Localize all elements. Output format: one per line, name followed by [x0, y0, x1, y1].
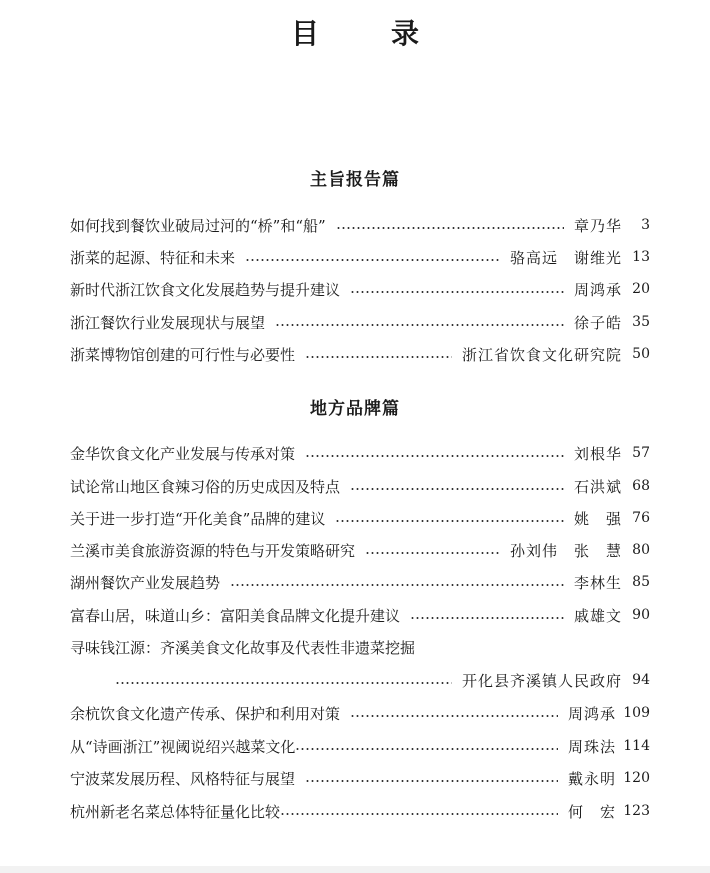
entry-page: 109: [623, 705, 650, 721]
toc-entry[interactable]: [70, 701, 650, 725]
toc-entry[interactable]: [70, 570, 650, 594]
entry-title: 浙菜博物馆创建的可行性与必要性: [70, 345, 296, 364]
entry-title: 兰溪市美食旅游资源的特色与开发策略研究: [70, 541, 356, 560]
entry-title: 金华饮食文化产业发展与传承对策: [70, 444, 296, 463]
entry-title: 如何找到餐饮业破局过河的“桥”和“船”: [70, 216, 326, 235]
entry-title: 余杭饮食文化遗产传承、保护和利用对策: [70, 704, 341, 723]
entry-page: 20: [632, 281, 650, 297]
entry-author: 戚雄文: [573, 606, 622, 625]
dot-leader: [115, 682, 452, 684]
dot-leader: [305, 356, 452, 358]
entry-page: 35: [632, 314, 650, 330]
dot-leader: [365, 552, 500, 554]
dot-leader: [350, 488, 564, 490]
dot-leader: [350, 291, 564, 293]
dot-leader: [305, 455, 564, 457]
toc-entry-continuation[interactable]: [115, 668, 650, 692]
entry-title: 新时代浙江饮食文化发展趋势与提升建议: [70, 280, 341, 299]
entry-page: 3: [641, 217, 650, 233]
entry-author: 李林生: [573, 573, 622, 592]
dot-leader: [245, 259, 500, 261]
entry-author: 骆高远 谢维光: [509, 248, 622, 267]
dot-leader: [295, 748, 558, 750]
entry-title: 富春山居，味道山乡：富阳美食品牌文化提升建议: [70, 606, 401, 625]
toc-entry-title-line[interactable]: [70, 635, 650, 659]
toc-entry[interactable]: [70, 538, 650, 562]
page-bottom-edge: [0, 866, 710, 873]
entry-author: 周鸿承: [573, 280, 622, 299]
entry-author: 刘根华: [573, 444, 622, 463]
dot-leader: [275, 324, 564, 326]
entry-author: 周珠法: [567, 737, 616, 756]
page-title: 目 录: [290, 17, 441, 50]
section-heading-keynote: 主旨报告篇: [310, 170, 400, 190]
dot-leader: [335, 520, 564, 522]
toc-entry[interactable]: [70, 506, 650, 530]
entry-title: 从“诗画浙江”视阈说绍兴越菜文化: [70, 737, 296, 756]
entry-title: 宁波菜发展历程、风格特征与展望: [70, 769, 296, 788]
entry-page: 123: [623, 803, 650, 819]
entry-author: 何 宏: [567, 802, 616, 821]
entry-title: 浙菜的起源、特征和未来: [70, 248, 236, 267]
entry-author: 章乃华: [573, 216, 622, 235]
entry-title: 浙江餐饮行业发展现状与展望: [70, 313, 266, 332]
dot-leader: [336, 227, 564, 229]
entry-author: 徐子皓: [573, 313, 622, 332]
entry-author: 姚 强: [573, 509, 622, 528]
entry-page: 114: [623, 738, 650, 754]
entry-page: 13: [632, 249, 650, 265]
toc-entry[interactable]: [70, 766, 650, 790]
entry-page: 85: [632, 574, 650, 590]
toc-entry[interactable]: [70, 799, 650, 823]
entry-page: 76: [632, 510, 650, 526]
entry-page: 120: [623, 770, 650, 786]
entry-author: 孙刘伟 张 慧: [509, 541, 622, 560]
toc-entry[interactable]: [70, 474, 650, 498]
entry-page: 50: [632, 346, 650, 362]
dot-leader: [230, 584, 564, 586]
toc-entry[interactable]: [70, 603, 650, 627]
entry-title: 关于进一步打造“开化美食”品牌的建议: [70, 509, 326, 528]
entry-page: 90: [632, 607, 650, 623]
entry-page: 57: [632, 445, 650, 461]
toc-entry[interactable]: [70, 441, 650, 465]
dot-leader: [305, 780, 558, 782]
toc-entry[interactable]: [70, 213, 650, 237]
entry-author: 戴永明: [567, 769, 616, 788]
entry-author: 周鸿承: [567, 704, 616, 723]
entry-title: 湖州餐饮产业发展趋势: [70, 573, 221, 592]
entry-title: 试论常山地区食辣习俗的历史成因及特点: [70, 477, 341, 496]
dot-leader: [280, 813, 558, 815]
entry-title: 寻味钱江源：齐溪美食文化故事及代表性非遗菜挖掘: [70, 638, 416, 657]
entry-author: 浙江省饮食文化研究院: [461, 345, 622, 364]
dot-leader: [350, 715, 558, 717]
toc-entry[interactable]: [70, 342, 650, 366]
section-heading-local-brands: 地方品牌篇: [310, 399, 400, 419]
entry-author: 开化县齐溪镇人民政府: [461, 671, 622, 690]
entry-page: 68: [632, 478, 650, 494]
toc-entry[interactable]: [70, 310, 650, 334]
toc-entry[interactable]: [70, 277, 650, 301]
entry-author: 石洪斌: [573, 477, 622, 496]
entry-page: 80: [632, 542, 650, 558]
toc-entry[interactable]: [70, 245, 650, 269]
dot-leader: [410, 617, 564, 619]
entry-title: 杭州新老名菜总体特征量化比较: [70, 802, 281, 821]
entry-page: 94: [632, 672, 650, 688]
toc-entry[interactable]: [70, 734, 650, 758]
